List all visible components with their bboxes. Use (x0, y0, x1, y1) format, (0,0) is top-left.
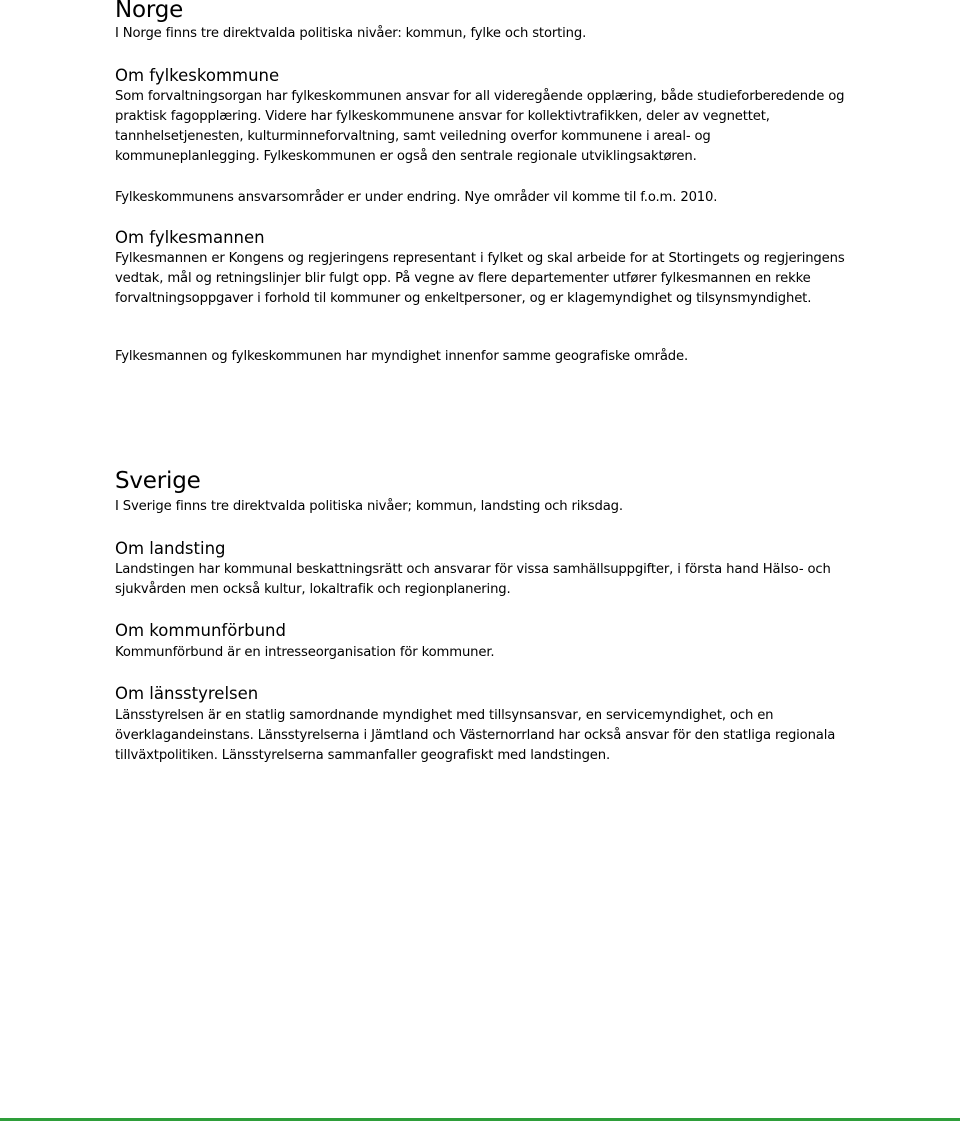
section-title-norge: Norge (115, 0, 184, 23)
heading-kommunforbund: Om kommunförbund (115, 621, 286, 640)
heading-fylkesmannen: Om fylkesmannen (115, 228, 265, 247)
section-title-sverige: Sverige (115, 468, 201, 494)
sverige-intro-text: I Sverige finns tre direktvalda politiska nivåer; kommun, landsting och riksdag. (115, 499, 623, 514)
fylkesmannen-paragraph-1: Fylkesmannen er Kongens og regjeringens representant i fylket og skal arbeide for at Stortingets og regjeringens vedtak, mål og retningslinjer blir fulgt opp. På vegne av flere departementer utfører fylkesmannen en rekke forvaltningsoppgaver i forhold til kommuner og enkeltpersoner, og er klagemyndighet og tilsynsmyndighet. (115, 251, 845, 306)
fylkeskommune-paragraph-1: Som forvaltningsorgan har fylkeskommunen ansvar for all videregående opplæring, både studieforberedende og praktisk fagopplæring. Videre har fylkeskommunene ansvar for kollektivtrafikken, deler av vegnettet, tannhelsetjenesten, kulturminneforvaltning, samt veiledning overfor kommunene i areal- og kommuneplanlegging. Fylkeskommunen er også den sentrale regionale utviklingsaktøren. (115, 89, 845, 164)
fylkesmannen-paragraph-2: Fylkesmannen og fylkeskommunen har myndighet innenfor samme geografiske område. (115, 349, 689, 364)
landsting-paragraph: Landstingen har kommunal beskattningsrätt och ansvarar för vissa samhällsuppgifter, i första hand Hälso- och sjukvården men också kultur, lokaltrafik och regionplanering. (115, 562, 831, 597)
heading-landsting: Om landsting (115, 539, 226, 558)
heading-fylkeskommune: Om fylkeskommune (115, 66, 280, 85)
fylkeskommune-paragraph-2: Fylkeskommunens ansvarsområder er under endring. Nye områder vil komme til f.o.m. 2010. (115, 190, 718, 205)
norge-intro-text: I Norge finns tre direktvalda politiska nivåer: kommun, fylke och storting. (115, 26, 587, 41)
heading-lansstyrelsen: Om länsstyrelsen (115, 684, 259, 703)
kommunforbund-paragraph: Kommunförbund är en intresseorganisation för kommuner. (115, 645, 495, 660)
lansstyrelsen-paragraph: Länsstyrelsen är en statlig samordnande myndighet med tillsynsansvar, en servicemyndighet, och en överklagandeinstans. Länsstyrelserna i Jämtland och Västernorrland har också ansvar för den statliga regionala tillväxtpolitiken. Länsstyrelserna sammanfaller geografiskt med landstingen. (115, 708, 836, 763)
